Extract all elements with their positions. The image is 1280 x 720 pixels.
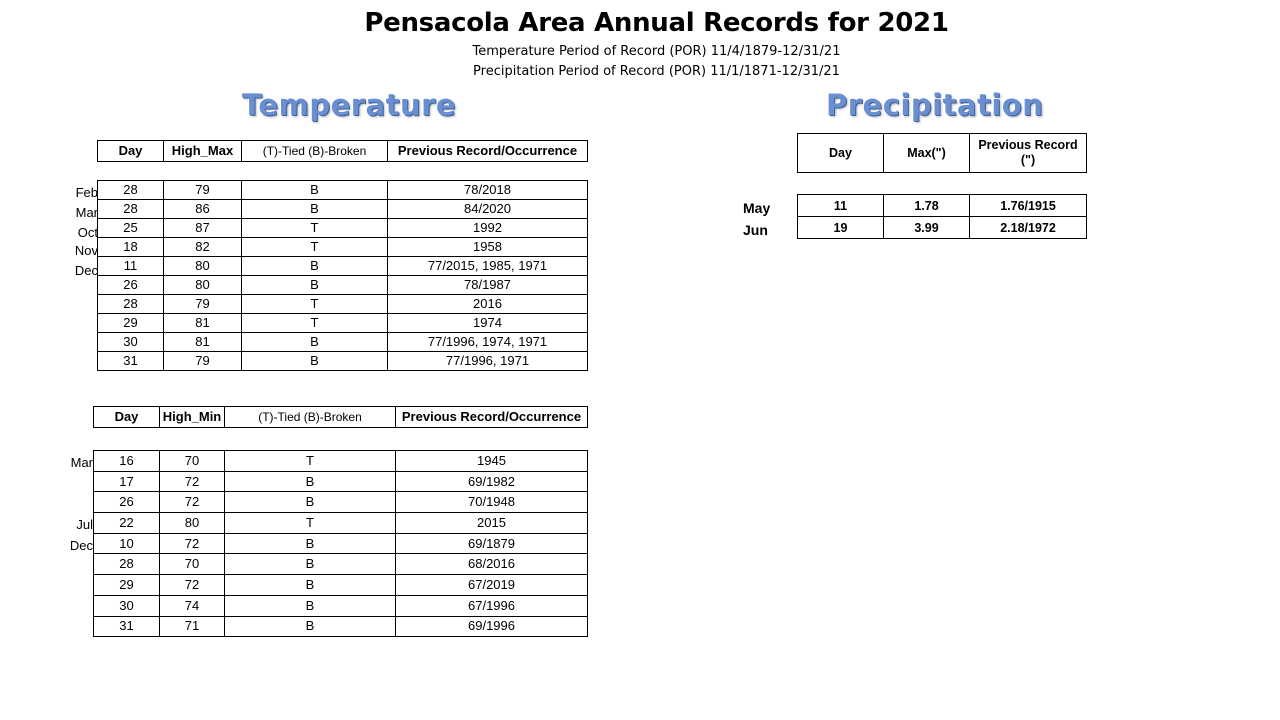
cell-value: 80 (164, 257, 242, 276)
cell-status: B (225, 533, 396, 554)
cell-day: 28 (98, 295, 164, 314)
cell-status: B (242, 276, 388, 295)
cell-previous: 69/1982 (396, 471, 588, 492)
cell-value: 81 (164, 314, 242, 333)
table-row (94, 554, 588, 575)
cell-value: 80 (160, 513, 225, 534)
cell-day: 16 (94, 451, 160, 472)
cell-status: B (225, 492, 396, 513)
high-max-header-table (97, 140, 588, 162)
cell-status: T (225, 451, 396, 472)
cell-value: 70 (160, 554, 225, 575)
table-row (94, 533, 588, 554)
cell-status: T (242, 314, 388, 333)
cell-day: 17 (94, 471, 160, 492)
table-row (94, 616, 588, 637)
cell-previous: 1992 (388, 219, 588, 238)
cell-previous: 1.76/1915 (970, 195, 1087, 217)
cell-status: T (242, 295, 388, 314)
cell-value: 72 (160, 575, 225, 596)
cell-day: 29 (98, 314, 164, 333)
cell-previous: 77/1996, 1974, 1971 (388, 333, 588, 352)
month-label-oct: Oct (77, 225, 98, 240)
cell-previous: 2016 (388, 295, 588, 314)
cell-previous: 67/2019 (396, 575, 588, 596)
cell-day: 10 (94, 533, 160, 554)
page-title: Pensacola Area Annual Records for 2021 (364, 8, 949, 38)
cell-day: 26 (98, 276, 164, 295)
cell-previous: 1958 (388, 238, 588, 257)
cell-day: 30 (94, 595, 160, 616)
cell-previous: 67/1996 (396, 595, 588, 616)
header-tied-broken: (T)-Tied (B)-Broken (242, 141, 388, 162)
cell-value: 82 (164, 238, 242, 257)
cell-previous: 69/1996 (396, 616, 588, 637)
table-row (98, 276, 588, 295)
cell-day: 26 (94, 492, 160, 513)
cell-value: 79 (164, 181, 242, 200)
cell-status: B (225, 575, 396, 596)
cell-status: B (242, 200, 388, 219)
cell-value: 72 (160, 492, 225, 513)
cell-day: 11 (98, 257, 164, 276)
cell-day: 30 (98, 333, 164, 352)
month-label-jun: Jun (743, 222, 768, 238)
cell-previous: 77/2015, 1985, 1971 (388, 257, 588, 276)
cell-day: 28 (98, 200, 164, 219)
cell-day: 31 (98, 352, 164, 371)
header-previous-record: Previous Record/Occurrence (396, 407, 588, 428)
month-label-may: May (743, 200, 771, 216)
month-label-mar: Mar (75, 205, 98, 220)
table-row (94, 595, 588, 616)
header-day: Day (98, 141, 164, 162)
high-max-table (97, 180, 588, 371)
cell-status: B (225, 616, 396, 637)
cell-previous: 68/2016 (396, 554, 588, 575)
high-min-table (93, 450, 588, 637)
table-row (98, 200, 588, 219)
table-row (98, 314, 588, 333)
cell-previous: 69/1879 (396, 533, 588, 554)
cell-value: 74 (160, 595, 225, 616)
temperature-por-subtitle: Temperature Period of Record (POR) 11/4/1879-12/31/21 (472, 44, 841, 59)
table-row (798, 195, 1087, 217)
cell-status: T (225, 513, 396, 534)
cell-previous: 84/2020 (388, 200, 588, 219)
month-label-feb: Feb (75, 185, 98, 200)
table-row (98, 219, 588, 238)
high-min-header-table (93, 406, 588, 428)
cell-value: 70 (160, 451, 225, 472)
table-row (94, 451, 588, 472)
month-label-dec: Dec (74, 263, 98, 278)
cell-status: T (242, 219, 388, 238)
table-row (98, 333, 588, 352)
table-row (98, 352, 588, 371)
cell-day: 11 (798, 195, 884, 217)
cell-status: B (225, 554, 396, 575)
table-row (98, 181, 588, 200)
header-day: Day (798, 134, 884, 173)
cell-value: 3.99 (884, 217, 970, 239)
cell-day: 31 (94, 616, 160, 637)
cell-previous: 70/1948 (396, 492, 588, 513)
table-row (94, 492, 588, 513)
cell-status: B (225, 471, 396, 492)
cell-value: 80 (164, 276, 242, 295)
cell-value: 72 (160, 533, 225, 554)
precipitation-table (797, 194, 1087, 239)
cell-status: B (242, 181, 388, 200)
cell-previous: 78/2018 (388, 181, 588, 200)
header-previous-record: Previous Record (") (970, 134, 1087, 173)
header-max: Max(") (884, 134, 970, 173)
cell-day: 29 (94, 575, 160, 596)
cell-value: 71 (160, 616, 225, 637)
cell-previous: 2015 (396, 513, 588, 534)
cell-previous: 78/1987 (388, 276, 588, 295)
cell-previous: 1945 (396, 451, 588, 472)
cell-previous: 77/1996, 1971 (388, 352, 588, 371)
cell-status: B (225, 595, 396, 616)
cell-value: 79 (164, 352, 242, 371)
cell-status: T (242, 238, 388, 257)
table-row (94, 575, 588, 596)
header-high-max: High_Max (164, 141, 242, 162)
cell-value: 72 (160, 471, 225, 492)
header-day: Day (94, 407, 160, 428)
month-label-mar: Mar (70, 455, 93, 470)
precipitation-por-subtitle: Precipitation Period of Record (POR) 11/1/1871-12/31/21 (473, 64, 840, 79)
cell-value: 87 (164, 219, 242, 238)
table-row (98, 257, 588, 276)
cell-status: B (242, 352, 388, 371)
month-label-dec: Dec (69, 538, 93, 553)
table-row (94, 471, 588, 492)
cell-day: 19 (798, 217, 884, 239)
cell-value: 86 (164, 200, 242, 219)
precipitation-heading: Precipitation (826, 88, 1044, 122)
cell-day: 28 (98, 181, 164, 200)
cell-day: 28 (94, 554, 160, 575)
cell-day: 18 (98, 238, 164, 257)
header-tied-broken: (T)-Tied (B)-Broken (225, 407, 396, 428)
precipitation-header-table (797, 133, 1087, 173)
table-row (98, 238, 588, 257)
header-high-min: High_Min (160, 407, 225, 428)
header-previous-record: Previous Record/Occurrence (388, 141, 588, 162)
cell-day: 22 (94, 513, 160, 534)
cell-value: 1.78 (884, 195, 970, 217)
month-label-nov: Nov (74, 243, 98, 258)
temperature-heading: Temperature (242, 88, 457, 122)
table-row (94, 513, 588, 534)
table-row (798, 217, 1087, 239)
cell-previous: 1974 (388, 314, 588, 333)
cell-status: B (242, 257, 388, 276)
cell-status: B (242, 333, 388, 352)
month-label-jul: Jul (76, 517, 93, 532)
cell-day: 25 (98, 219, 164, 238)
cell-previous: 2.18/1972 (970, 217, 1087, 239)
table-row (98, 295, 588, 314)
cell-value: 79 (164, 295, 242, 314)
cell-value: 81 (164, 333, 242, 352)
